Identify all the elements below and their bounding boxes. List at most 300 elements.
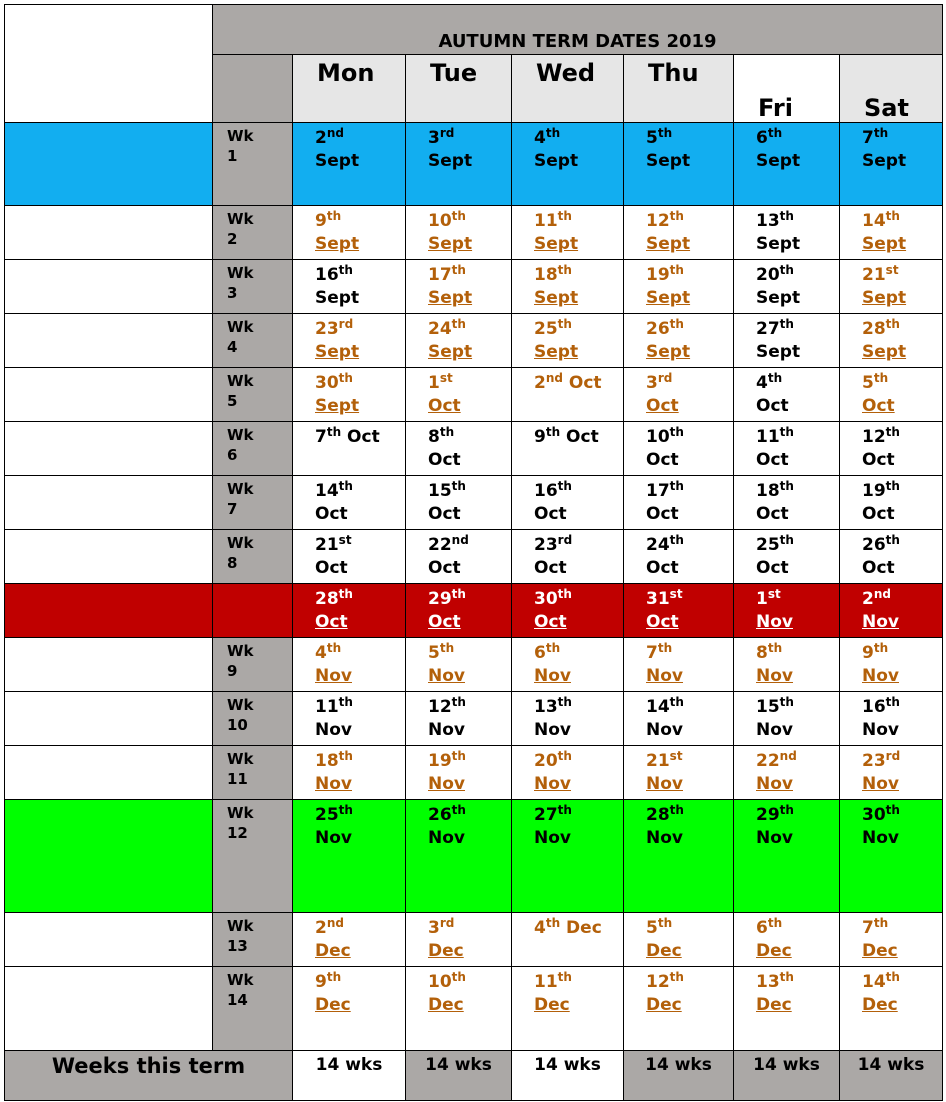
date-ordinal-suffix: nd	[779, 749, 797, 763]
week-number-cell	[213, 123, 293, 206]
date-month: Sept	[534, 151, 579, 171]
date-day-number: 18	[315, 751, 339, 771]
date-month: Nov	[862, 720, 899, 740]
date-ordinal-suffix: rd	[439, 916, 455, 930]
date-day-number: 17	[428, 265, 452, 285]
date-cell-mon	[293, 584, 406, 638]
week-prefix: Wk	[227, 534, 254, 552]
date-month: Nov	[756, 666, 793, 686]
date-day-number: 14	[862, 972, 886, 992]
date-cell-wed	[512, 584, 624, 638]
date-cell-sat	[840, 530, 943, 584]
date-day-number: 14	[315, 481, 339, 501]
date-day-number: 23	[862, 751, 886, 771]
day-header-fri: Fri	[734, 55, 840, 123]
date-month: Nov	[862, 666, 899, 686]
date-cell-wed	[512, 368, 624, 422]
row-label-empty	[5, 476, 213, 530]
date-day-number: 9	[315, 211, 327, 231]
date-cell-mon	[293, 260, 406, 314]
date-day-number: 4	[534, 918, 546, 938]
date-month: Dec	[862, 995, 898, 1015]
week-row	[5, 422, 943, 476]
date-ordinal-suffix: th	[779, 479, 794, 493]
date-cell-thu	[624, 584, 734, 638]
date-cell-tue	[406, 800, 512, 913]
date-cell-wed	[512, 314, 624, 368]
date-day-number: 5	[646, 918, 658, 938]
date-month: Dec	[646, 995, 682, 1015]
week-prefix: Wk	[227, 210, 254, 228]
date-day-number: 16	[862, 697, 886, 717]
date-cell-thu	[624, 368, 734, 422]
date-day-number: 5	[862, 373, 874, 393]
week-number-cell	[213, 692, 293, 746]
date-cell-wed	[512, 476, 624, 530]
date-ordinal-suffix: th	[545, 126, 561, 140]
date-ordinal-suffix: th	[657, 916, 673, 930]
date-day-number: 10	[428, 211, 452, 231]
date-cell-mon	[293, 476, 406, 530]
date-ordinal-suffix: rd	[885, 749, 901, 763]
date-cell-sat	[840, 368, 943, 422]
date-ordinal-suffix: st	[439, 371, 453, 385]
week-number: 2	[227, 230, 238, 248]
date-month: Oct	[646, 396, 679, 416]
week-prefix: Wk	[227, 127, 254, 145]
date-day-number: 7	[862, 128, 874, 148]
date-ordinal-suffix: th	[669, 425, 684, 439]
date-cell-fri	[734, 476, 840, 530]
date-day-number: 14	[646, 697, 670, 717]
day-header-sat: Sat	[840, 55, 943, 123]
date-cell-thu	[624, 638, 734, 692]
date-month: Oct	[756, 504, 789, 524]
date-ordinal-suffix: th	[885, 970, 900, 984]
date-ordinal-suffix: th	[767, 641, 783, 655]
week-row	[5, 800, 943, 913]
date-month: Sept	[315, 234, 360, 254]
date-cell-fri	[734, 692, 840, 746]
date-month: Sept	[756, 234, 801, 254]
date-day-number: 7	[646, 643, 658, 663]
date-month: Sept	[646, 151, 691, 171]
week-prefix: Wk	[227, 696, 254, 714]
week-prefix: Wk	[227, 642, 254, 660]
week-row	[5, 206, 943, 260]
date-cell-wed	[512, 123, 624, 206]
date-day-number: 20	[534, 751, 558, 771]
week-number-cell	[213, 206, 293, 260]
date-day-number: 13	[756, 972, 780, 992]
date-cell-tue	[406, 967, 512, 1051]
date-ordinal-suffix: th	[557, 209, 572, 223]
date-cell-wed	[512, 260, 624, 314]
date-ordinal-suffix: th	[885, 317, 900, 331]
date-month: Sept	[534, 234, 579, 254]
date-day-number: 16	[315, 265, 339, 285]
date-ordinal-suffix: nd	[451, 533, 469, 547]
date-ordinal-suffix: th	[779, 263, 794, 277]
date-ordinal-suffix: th	[557, 749, 572, 763]
date-month: Nov	[428, 666, 465, 686]
date-ordinal-suffix: th	[326, 209, 342, 223]
date-ordinal-suffix: th	[451, 749, 466, 763]
date-day-number: 4	[756, 373, 768, 393]
date-cell-mon	[293, 422, 406, 476]
date-cell-wed	[512, 967, 624, 1051]
week-row	[5, 692, 943, 746]
date-cell-mon	[293, 800, 406, 913]
date-cell-thu	[624, 967, 734, 1051]
date-cell-mon	[293, 530, 406, 584]
date-day-number: 27	[756, 319, 780, 339]
date-cell-thu	[624, 476, 734, 530]
date-month: Nov	[756, 612, 793, 632]
date-month: Dec	[756, 941, 792, 961]
date-cell-wed	[512, 638, 624, 692]
date-month: Sept	[646, 288, 691, 308]
date-month: Sept	[315, 396, 360, 416]
date-ordinal-suffix: th	[885, 425, 900, 439]
row-label-empty	[5, 368, 213, 422]
week-prefix: Wk	[227, 750, 254, 768]
date-cell-sat	[840, 206, 943, 260]
date-day-number: 29	[756, 805, 780, 825]
date-day-number: 9	[862, 643, 874, 663]
date-month: Oct	[862, 396, 895, 416]
date-ordinal-suffix: th	[669, 209, 684, 223]
date-day-number: 28	[862, 319, 886, 339]
date-cell-wed	[512, 746, 624, 800]
date-month: Oct	[646, 612, 679, 632]
date-ordinal-suffix: st	[767, 587, 781, 601]
date-ordinal-suffix: th	[557, 317, 572, 331]
date-cell-mon	[293, 206, 406, 260]
date-cell-thu	[624, 530, 734, 584]
date-ordinal-suffix: th	[669, 263, 684, 277]
date-ordinal-suffix: th	[451, 479, 466, 493]
date-month: Sept	[428, 234, 473, 254]
date-month: Sept	[862, 342, 907, 362]
week-row	[5, 913, 943, 967]
date-ordinal-suffix: th	[338, 371, 353, 385]
date-day-number: 23	[534, 535, 558, 555]
date-month: Oct	[646, 558, 679, 578]
date-month: Oct	[862, 450, 895, 470]
date-month: Sept	[862, 288, 907, 308]
date-day-number: 19	[428, 751, 452, 771]
date-ordinal-suffix: th	[451, 695, 466, 709]
date-month: Oct	[756, 396, 789, 416]
date-cell-tue	[406, 584, 512, 638]
week-row	[5, 123, 943, 206]
date-cell-fri	[734, 967, 840, 1051]
date-ordinal-suffix: th	[557, 970, 572, 984]
date-ordinal-suffix: th	[779, 317, 794, 331]
date-day-number: 24	[646, 535, 670, 555]
date-month: Oct	[566, 427, 599, 447]
week-number: 5	[227, 392, 238, 410]
date-day-number: 15	[756, 697, 780, 717]
week-number-cell	[213, 530, 293, 584]
date-ordinal-suffix: th	[779, 533, 794, 547]
date-month: Sept	[534, 342, 579, 362]
date-month: Nov	[534, 828, 571, 848]
weeks-this-term-label: Weeks this term	[5, 1051, 293, 1101]
date-cell-tue	[406, 422, 512, 476]
date-ordinal-suffix: th	[885, 479, 900, 493]
date-month: Nov	[428, 774, 465, 794]
date-ordinal-suffix: th	[657, 641, 673, 655]
row-label-empty	[5, 206, 213, 260]
date-cell-thu	[624, 206, 734, 260]
date-month: Sept	[315, 342, 360, 362]
date-ordinal-suffix: th	[451, 803, 466, 817]
date-month: Nov	[315, 720, 352, 740]
week-row	[5, 967, 943, 1051]
week-number-cell	[213, 422, 293, 476]
date-month: Nov	[428, 828, 465, 848]
weeks-count-cell: 14 wks	[293, 1051, 406, 1101]
date-cell-tue	[406, 638, 512, 692]
date-ordinal-suffix: nd	[326, 126, 344, 140]
date-month: Nov	[534, 774, 571, 794]
date-cell-tue	[406, 260, 512, 314]
weeks-count-cell: 14 wks	[840, 1051, 943, 1101]
date-cell-mon	[293, 638, 406, 692]
date-month: Sept	[646, 342, 691, 362]
date-cell-fri	[734, 123, 840, 206]
date-ordinal-suffix: th	[451, 317, 466, 331]
date-cell-sat	[840, 913, 943, 967]
date-ordinal-suffix: th	[669, 479, 684, 493]
date-ordinal-suffix: th	[326, 970, 342, 984]
week-number: 11	[227, 770, 248, 788]
row-label	[5, 123, 213, 206]
week-row	[5, 476, 943, 530]
date-day-number: 3	[428, 128, 440, 148]
week-row	[5, 638, 943, 692]
date-cell-thu	[624, 913, 734, 967]
date-month: Oct	[646, 504, 679, 524]
date-day-number: 2	[315, 128, 327, 148]
date-day-number: 28	[646, 805, 670, 825]
date-day-number: 3	[428, 918, 440, 938]
date-day-number: 2	[315, 918, 327, 938]
date-cell-thu	[624, 260, 734, 314]
header-blank-cell	[5, 5, 213, 123]
date-day-number: 12	[646, 972, 670, 992]
date-day-number: 18	[756, 481, 780, 501]
date-day-number: 12	[862, 427, 886, 447]
date-cell-thu	[624, 123, 734, 206]
date-cell-fri	[734, 913, 840, 967]
week-number-cell	[213, 967, 293, 1051]
date-month: Sept	[428, 288, 473, 308]
date-cell-wed	[512, 530, 624, 584]
week-number-cell	[213, 368, 293, 422]
date-ordinal-suffix: th	[873, 126, 889, 140]
date-cell-wed	[512, 422, 624, 476]
date-ordinal-suffix: th	[338, 479, 353, 493]
date-month: Oct	[862, 558, 895, 578]
date-month: Nov	[534, 720, 571, 740]
date-month: Nov	[646, 774, 683, 794]
week-number-cell	[213, 314, 293, 368]
date-month: Oct	[428, 396, 461, 416]
date-ordinal-suffix: rd	[338, 317, 354, 331]
row-label-empty	[5, 422, 213, 476]
date-ordinal-suffix: th	[767, 371, 783, 385]
date-cell-mon	[293, 692, 406, 746]
date-cell-sat	[840, 746, 943, 800]
week-number: 6	[227, 446, 238, 464]
week-number: 14	[227, 991, 248, 1009]
date-day-number: 8	[756, 643, 768, 663]
date-month: Nov	[315, 774, 352, 794]
date-ordinal-suffix: nd	[545, 371, 563, 385]
date-month: Sept	[428, 151, 473, 171]
week-row	[5, 584, 943, 638]
weeks-count-cell: 14 wks	[734, 1051, 840, 1101]
date-day-number: 14	[862, 211, 886, 231]
date-month: Oct	[646, 450, 679, 470]
date-ordinal-suffix: th	[669, 533, 684, 547]
date-day-number: 23	[315, 319, 339, 339]
date-day-number: 26	[428, 805, 452, 825]
week-number-cell	[213, 260, 293, 314]
date-ordinal-suffix: th	[779, 695, 794, 709]
date-cell-wed	[512, 800, 624, 913]
week-number-cell	[213, 746, 293, 800]
date-ordinal-suffix: th	[873, 641, 889, 655]
date-cell-mon	[293, 314, 406, 368]
week-number-cell	[213, 476, 293, 530]
week-row	[5, 260, 943, 314]
day-header-wed: Wed	[512, 55, 624, 123]
date-cell-tue	[406, 314, 512, 368]
date-day-number: 1	[756, 589, 768, 609]
date-ordinal-suffix: th	[439, 641, 455, 655]
date-ordinal-suffix: th	[326, 425, 342, 439]
date-ordinal-suffix: th	[885, 533, 900, 547]
date-ordinal-suffix: rd	[557, 533, 573, 547]
date-day-number: 11	[534, 211, 558, 231]
date-cell-thu	[624, 314, 734, 368]
date-cell-tue	[406, 206, 512, 260]
date-ordinal-suffix: th	[338, 587, 353, 601]
date-day-number: 4	[534, 128, 546, 148]
date-day-number: 8	[428, 427, 440, 447]
date-month: Oct	[534, 504, 567, 524]
date-day-number: 12	[646, 211, 670, 231]
date-ordinal-suffix: th	[451, 263, 466, 277]
date-cell-sat	[840, 692, 943, 746]
date-day-number: 24	[428, 319, 452, 339]
date-cell-mon	[293, 123, 406, 206]
date-month: Dec	[756, 995, 792, 1015]
date-day-number: 12	[428, 697, 452, 717]
date-cell-tue	[406, 530, 512, 584]
row-label-empty	[5, 314, 213, 368]
date-ordinal-suffix: th	[873, 371, 889, 385]
date-ordinal-suffix: th	[669, 695, 684, 709]
date-ordinal-suffix: th	[451, 209, 466, 223]
date-cell-tue	[406, 746, 512, 800]
date-cell-sat	[840, 123, 943, 206]
term-dates-table	[4, 4, 943, 1101]
date-ordinal-suffix: th	[767, 126, 783, 140]
date-ordinal-suffix: th	[545, 425, 561, 439]
date-cell-sat	[840, 476, 943, 530]
week-prefix: Wk	[227, 264, 254, 282]
date-cell-sat	[840, 967, 943, 1051]
date-month: Oct	[315, 504, 348, 524]
date-month: Nov	[534, 666, 571, 686]
week-number-cell	[213, 584, 293, 638]
date-ordinal-suffix: th	[557, 695, 572, 709]
date-day-number: 28	[315, 589, 339, 609]
date-month: Oct	[428, 558, 461, 578]
week-prefix: Wk	[227, 426, 254, 444]
date-month: Oct	[315, 612, 348, 632]
date-ordinal-suffix: th	[338, 803, 353, 817]
date-month: Oct	[756, 558, 789, 578]
date-day-number: 9	[534, 427, 546, 447]
date-day-number: 25	[534, 319, 558, 339]
week-prefix: Wk	[227, 372, 254, 390]
date-month: Dec	[315, 995, 351, 1015]
day-header-mon: Mon	[293, 55, 406, 123]
week-row	[5, 746, 943, 800]
week-number: 9	[227, 662, 238, 680]
row-label-empty	[5, 638, 213, 692]
date-month: Sept	[756, 151, 801, 171]
date-ordinal-suffix: th	[669, 317, 684, 331]
date-month: Sept	[315, 288, 360, 308]
date-cell-tue	[406, 476, 512, 530]
date-cell-wed	[512, 913, 624, 967]
week-number-cell	[213, 800, 293, 913]
date-day-number: 4	[315, 643, 327, 663]
date-day-number: 10	[646, 427, 670, 447]
date-day-number: 6	[756, 918, 768, 938]
date-month: Oct	[428, 450, 461, 470]
date-cell-fri	[734, 206, 840, 260]
date-ordinal-suffix: th	[545, 641, 561, 655]
date-ordinal-suffix: th	[669, 970, 684, 984]
date-ordinal-suffix: th	[451, 587, 466, 601]
row-label	[5, 800, 213, 913]
date-cell-tue	[406, 913, 512, 967]
date-cell-mon	[293, 746, 406, 800]
date-ordinal-suffix: th	[657, 126, 673, 140]
date-month: Sept	[756, 288, 801, 308]
weeks-count-cell: 14 wks	[406, 1051, 512, 1101]
row-label-empty	[5, 913, 213, 967]
table-title: AUTUMN TERM DATES 2019	[213, 5, 943, 55]
date-cell-sat	[840, 314, 943, 368]
date-cell-wed	[512, 206, 624, 260]
week-row	[5, 314, 943, 368]
date-cell-wed	[512, 692, 624, 746]
date-ordinal-suffix: th	[779, 970, 794, 984]
week-number: 1	[227, 147, 238, 165]
date-month: Sept	[756, 342, 801, 362]
date-day-number: 13	[756, 211, 780, 231]
date-ordinal-suffix: th	[669, 803, 684, 817]
